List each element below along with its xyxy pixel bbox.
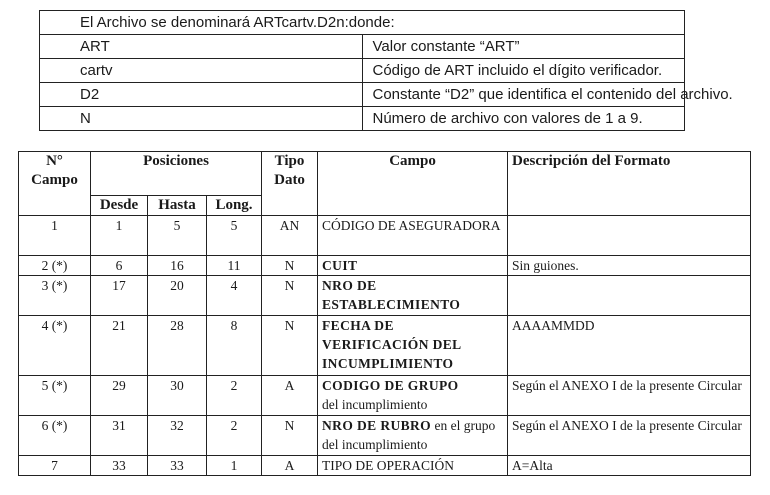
campo-name: TIPO DE OPERACIÓN [322, 458, 455, 473]
table-row [19, 316, 751, 376]
cell-long: 2 [207, 416, 262, 456]
file-naming-value: Número de archivo con valores de 1 a 9. [362, 107, 685, 131]
file-naming-value: Valor constante “ART” [362, 35, 685, 59]
table-row [19, 216, 751, 256]
cell-desc: A=Alta [508, 456, 751, 476]
file-naming-row [40, 107, 685, 131]
file-naming-table [39, 10, 733, 131]
table-row [19, 376, 751, 416]
table-row [19, 276, 751, 316]
cell-num: 6 (*) [19, 416, 91, 456]
cell-num: 4 (*) [19, 316, 91, 376]
campo-name: NRO DE ESTABLECIMIENTO [322, 278, 461, 312]
cell-hasta: 28 [148, 316, 207, 376]
cell-campo [318, 316, 508, 376]
cell-long: 5 [207, 216, 262, 256]
fields-header-row [19, 152, 751, 196]
cell-num: 3 (*) [19, 276, 91, 316]
cell-hasta: 32 [148, 416, 207, 456]
cell-campo [318, 256, 508, 276]
cell-desc [508, 276, 751, 316]
hasta-header: Hasta [148, 196, 207, 216]
table-row [19, 416, 751, 456]
cell-long: 2 [207, 376, 262, 416]
campo-name: FECHA DE VERIFICACIÓN DEL INCUMPLIMIENTO [322, 318, 461, 371]
cell-desde: 6 [91, 256, 148, 276]
cell-num: 2 (*) [19, 256, 91, 276]
cell-desc: Según el ANEXO I de la presente Circular [508, 416, 751, 456]
file-naming-key: cartv [40, 59, 363, 83]
cell-tipo: N [262, 256, 318, 276]
cell-desc: Según el ANEXO I de la presente Circular [508, 376, 751, 416]
cell-hasta: 16 [148, 256, 207, 276]
cell-desde: 21 [91, 316, 148, 376]
cell-desde: 31 [91, 416, 148, 456]
file-naming-row [40, 83, 685, 107]
file-naming-value: Código de ART incluido el dígito verificador. [362, 59, 685, 83]
cell-campo [318, 216, 508, 256]
campo-name: CODIGO DE GRUPO [322, 378, 459, 393]
cell-long: 8 [207, 316, 262, 376]
cell-hasta: 5 [148, 216, 207, 256]
num-header: N° Campo [19, 152, 91, 216]
descripcion-header: Descripción del Formato [508, 152, 751, 216]
file-naming-key: N [40, 107, 363, 131]
cell-desde: 29 [91, 376, 148, 416]
fields-table [18, 151, 751, 476]
table-row [19, 256, 751, 276]
campo-name: CÓDIGO DE ASEGURADORA [322, 218, 501, 233]
file-naming-key: D2 [40, 83, 363, 107]
cell-num: 7 [19, 456, 91, 476]
cell-desc [508, 216, 751, 256]
cell-desde: 33 [91, 456, 148, 476]
file-naming-value: Constante “D2” que identifica el contenido del archivo. [362, 83, 685, 107]
file-naming-key: ART [40, 35, 363, 59]
cell-long: 1 [207, 456, 262, 476]
cell-long: 11 [207, 256, 262, 276]
file-naming-header: El Archivo se denominará ARTcartv.D2n:donde: [40, 11, 685, 35]
cell-tipo: A [262, 376, 318, 416]
cell-num: 5 (*) [19, 376, 91, 416]
campo-header: Campo [318, 152, 508, 216]
cell-tipo: N [262, 276, 318, 316]
posiciones-header: Posiciones [91, 152, 262, 196]
cell-campo [318, 416, 508, 456]
table-row [19, 456, 751, 476]
cell-campo [318, 376, 508, 416]
cell-tipo: N [262, 416, 318, 456]
cell-desde: 17 [91, 276, 148, 316]
campo-name: CUIT [322, 258, 358, 273]
cell-num: 1 [19, 216, 91, 256]
long-header: Long. [207, 196, 262, 216]
cell-campo [318, 276, 508, 316]
cell-tipo: AN [262, 216, 318, 256]
cell-hasta: 20 [148, 276, 207, 316]
file-naming-header-row [40, 11, 685, 35]
campo-detail: del incumplimiento [322, 397, 428, 412]
cell-desc: AAAAMMDD [508, 316, 751, 376]
campo-name: NRO DE RUBRO [322, 418, 432, 433]
cell-campo [318, 456, 508, 476]
cell-hasta: 30 [148, 376, 207, 416]
tipo-header: Tipo Dato [262, 152, 318, 216]
file-naming-row [40, 35, 685, 59]
campo-detail: en el grupo del incumplimiento [322, 418, 496, 452]
file-naming-row [40, 59, 685, 83]
cell-long: 4 [207, 276, 262, 316]
desde-header: Desde [91, 196, 148, 216]
cell-hasta: 33 [148, 456, 207, 476]
cell-tipo: N [262, 316, 318, 376]
cell-desc: Sin guiones. [508, 256, 751, 276]
cell-desde: 1 [91, 216, 148, 256]
cell-tipo: A [262, 456, 318, 476]
